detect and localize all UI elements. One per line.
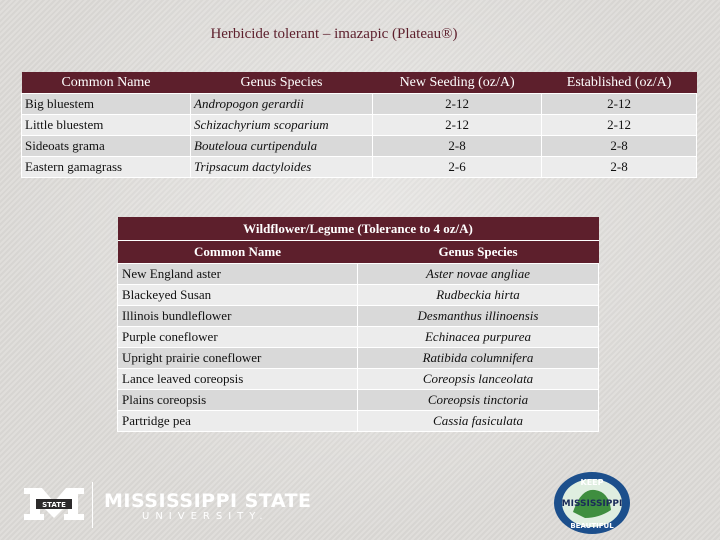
col-header-genus-species: Genus Species [358, 241, 599, 264]
table-header-row [22, 72, 697, 94]
table-row [118, 306, 599, 327]
col-header-new-seeding: New Seeding (oz/A) [373, 72, 542, 94]
svg-text:MISSISSIPPI: MISSISSIPPI [561, 499, 623, 509]
genus-species-cell: Echinacea purpurea [358, 327, 599, 348]
msu-wordmark-sub: UNIVERSITY. [142, 511, 269, 522]
genus-species-cell: Bouteloua curtipendula [191, 136, 373, 157]
table-row [118, 285, 599, 306]
table-header-row [118, 241, 599, 264]
genus-species-cell: Andropogon gerardii [191, 94, 373, 115]
common-name-cell: Illinois bundleflower [118, 306, 358, 327]
common-name-cell: Little bluestem [22, 115, 191, 136]
common-name-cell: Partridge pea [118, 411, 358, 432]
grass-tolerance-table [21, 72, 697, 178]
logo-divider [92, 482, 93, 528]
genus-species-cell: Cassia fasiculata [358, 411, 599, 432]
col-header-established: Established (oz/A) [542, 72, 697, 94]
table-caption-row [118, 217, 599, 241]
new-seeding-cell: 2-12 [373, 94, 542, 115]
svg-text:BEAUTIFUL: BEAUTIFUL [570, 522, 614, 530]
common-name-cell: Sideoats grama [22, 136, 191, 157]
svg-text:STATE: STATE [42, 501, 66, 509]
table-row [118, 411, 599, 432]
established-cell: 2-12 [542, 115, 697, 136]
wildflower-legume-table [117, 217, 599, 432]
wildflower-table-caption: Wildflower/Legume (Tolerance to 4 oz/A) [118, 217, 599, 241]
new-seeding-cell: 2-12 [373, 115, 542, 136]
table-row [22, 94, 697, 115]
genus-species-cell: Tripsacum dactyloides [191, 157, 373, 178]
genus-species-cell: Coreopsis tinctoria [358, 390, 599, 411]
col-header-common-name: Common Name [22, 72, 191, 94]
keep-mississippi-beautiful-badge-icon [551, 470, 633, 536]
table-row [118, 327, 599, 348]
common-name-cell: Big bluestem [22, 94, 191, 115]
genus-species-cell: Desmanthus illinoensis [358, 306, 599, 327]
genus-species-cell: Ratibida columnifera [358, 348, 599, 369]
common-name-cell: Plains coreopsis [118, 390, 358, 411]
slide-title: Herbicide tolerant – imazapic (Plateau®) [210, 26, 458, 42]
table-row [22, 157, 697, 178]
table-row [22, 136, 697, 157]
common-name-cell: Lance leaved coreopsis [118, 369, 358, 390]
established-cell: 2-8 [542, 157, 697, 178]
established-cell: 2-8 [542, 136, 697, 157]
col-header-genus-species: Genus Species [191, 72, 373, 94]
msu-wordmark: MISSISSIPPI STATE [104, 490, 312, 512]
new-seeding-cell: 2-6 [373, 157, 542, 178]
genus-species-cell: Aster novae angliae [358, 264, 599, 285]
genus-species-cell: Rudbeckia hirta [358, 285, 599, 306]
table-row [22, 115, 697, 136]
common-name-cell: Upright prairie coneflower [118, 348, 358, 369]
col-header-common-name: Common Name [118, 241, 358, 264]
common-name-cell: Eastern gamagrass [22, 157, 191, 178]
established-cell: 2-12 [542, 94, 697, 115]
table-row [118, 348, 599, 369]
genus-species-cell: Schizachyrium scoparium [191, 115, 373, 136]
common-name-cell: New England aster [118, 264, 358, 285]
genus-species-cell: Coreopsis lanceolata [358, 369, 599, 390]
common-name-cell: Purple coneflower [118, 327, 358, 348]
common-name-cell: Blackeyed Susan [118, 285, 358, 306]
table-row [118, 390, 599, 411]
svg-text:KEEP: KEEP [580, 478, 604, 487]
table-row [118, 369, 599, 390]
new-seeding-cell: 2-8 [373, 136, 542, 157]
table-row [118, 264, 599, 285]
